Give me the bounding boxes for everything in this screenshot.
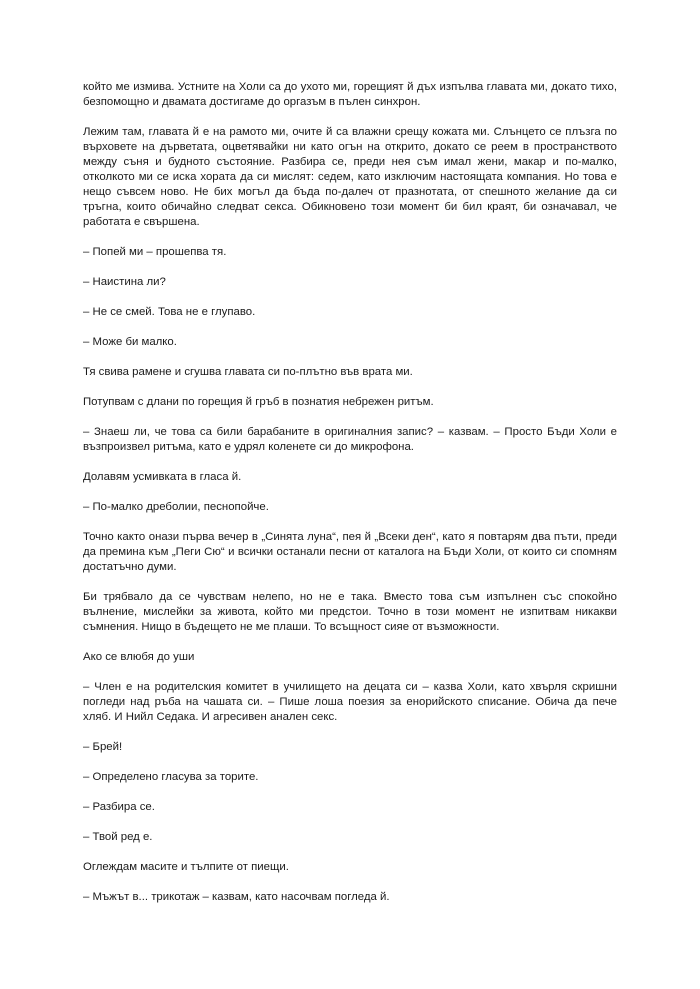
dialogue-line: – Може би малко.: [83, 336, 177, 348]
paragraph-1: който ме измива. Устните на Холи са до ухото ми, горещият й дъх изпълва главата ми, докато тихо, безпомощно и двамата достигаме до оргазъм в пълен синхрон.: [83, 81, 617, 108]
dialogue-line: – Брей!: [83, 741, 123, 753]
dialogue-line: – По-малко дреболии, песнопойче.: [83, 501, 269, 513]
dialogue-line: – Мъжът в... трикотаж – казвам, като насочвам погледа й.: [83, 891, 390, 903]
dialogue-line: – Попей ми – прошепва тя.: [83, 246, 227, 258]
dialogue-line: – Не се смей. Това не е глупаво.: [83, 306, 256, 318]
dialogue-line: – Знаеш ли, че това са били барабаните в оригиналния запис? – казвам. – Просто Бъди Холи е възпроизвел ритъма, като е удрял коленете си до микрофона.: [83, 426, 617, 453]
dialogue-line: – Определено гласува за торите.: [83, 771, 259, 783]
dialogue-line: – Твой ред е.: [83, 831, 153, 843]
paragraph: Долавям усмивката в гласа й.: [83, 471, 242, 483]
dialogue-line: – Разбира се.: [83, 801, 155, 813]
paragraph: Тя свива рамене и сгушва главата си по-плътно във врата ми.: [83, 366, 413, 378]
paragraph-2: Лежим там, главата й е на рамото ми, очите й са влажни срещу кожата ми. Слънцето се плъзга по върховете на дърветата, оцветявайки ни като огън на открито, докато се реем в пространството между съня и будното състояние. Разбира се, преди нея съм имал жени, макар и по-малко, отколкото ми се иска хората да си мислят: седем, като изключим настоящата компания. Но това е нещо съвсем ново. Не бих могъл да бъда по-далеч от празнотата, от спешното желание да си тръгна, които обичайно следват секса. Обикновено този момент би бил краят, би означавал, че работата е свършена.: [83, 126, 617, 228]
dialogue-line: – Член е на родителския комитет в училището на децата си – казва Холи, като хвърля скришни погледи над ръба на чашата си. – Пише лоша поезия за енорийското списание. Обича да пече хляб. И Нийл Седака. И агресивен анален секс.: [83, 681, 617, 723]
song-line: Ако се влюбя до уши: [83, 651, 195, 663]
document-body: [83, 80, 617, 920]
paragraph: Оглеждам масите и тълпите от пиещи.: [83, 861, 289, 873]
dialogue-line: – Наистина ли?: [83, 276, 166, 288]
paragraph: Точно както онази първа вечер в „Синята луна“, пея й „Всеки ден“, като я повтарям два пъти, преди да премина към „Пеги Сю“ и всички останали песни от каталога на Бъди Холи, от които си спомням достатъчно думи.: [83, 531, 617, 573]
paragraph: Би трябвало да се чувствам нелепо, но не е така. Вместо това съм изпълнен със спокойно вълнение, мислейки за живота, който ми предстои. Точно в този момент не изпитвам никакви съмнения. Нищо в бъдещето не ме плаши. То всъщност сияе от възможности.: [83, 591, 617, 633]
paragraph: Потупвам с длани по горещия й гръб в познатия небрежен ритъм.: [83, 396, 434, 408]
